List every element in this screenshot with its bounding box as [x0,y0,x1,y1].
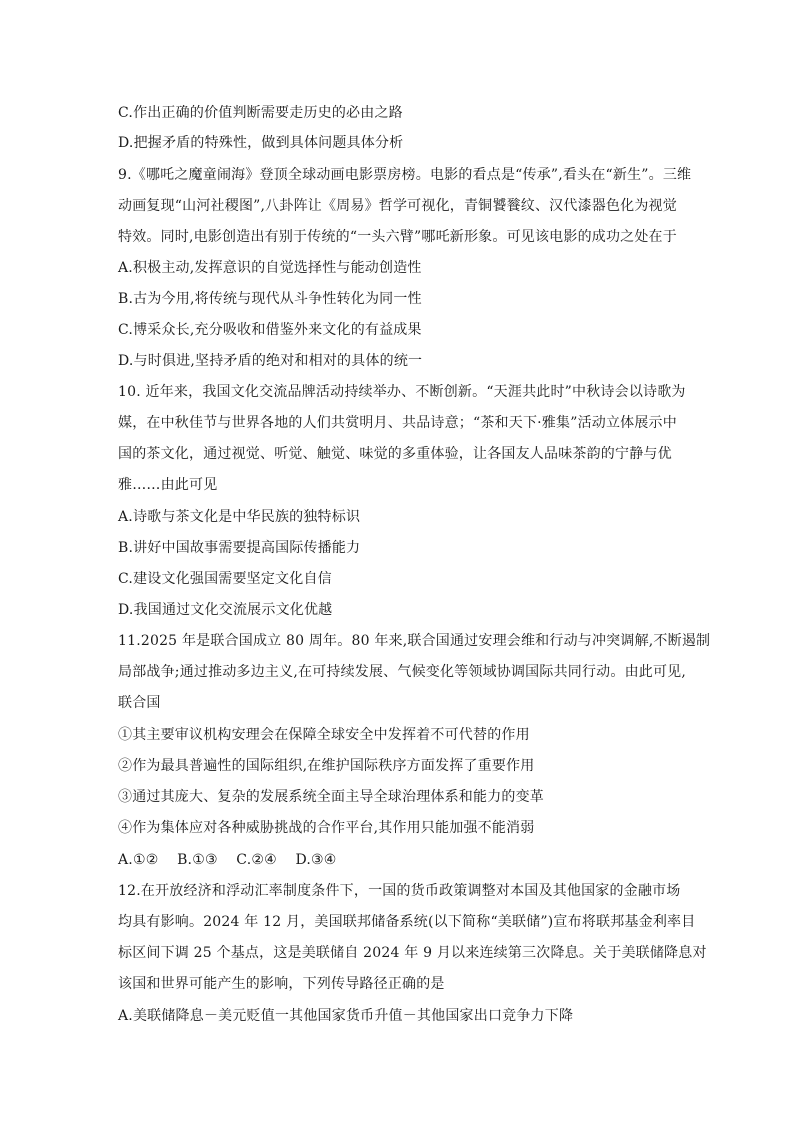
q11-choices: A.①② B.①③ C.②④ D.③④ [118,852,337,868]
q8-option-d: D.把握矛盾的特殊性，做到具体问题具体分析 [118,135,404,151]
q10-option-c: C.建设文化强国需要坚定文化自信 [118,571,332,587]
q9-option-b: B.古为今用,将传统与现代从斗争性转化为同一性 [118,291,422,307]
q10-stem-line-3: 国的茶文化，通过视觉、听觉、触觉、味觉的多重体验，让各国友人品味茶韵的宁静与优 [118,446,672,462]
q10-stem-line-4: 雅……由此可见 [118,477,218,493]
q11-statement-4: ④作为集体应对各种威胁挑战的合作平台,其作用只能加强不能消弱 [118,820,535,836]
q11-statement-2: ②作为最具普遍性的国际组织,在维护国际秩序方面发挥了重要作用 [118,758,535,774]
q9-stem-line-1: 9.《哪吒之魔童闹海》登顶全球动画电影票房榜。电影的看点是“传承”,看头在“新生”。三维 [118,167,692,183]
q9-option-c: C.博采众长,充分吸收和借鉴外来文化的有益成果 [118,322,422,338]
q10-option-d: D.我国通过文化交流展示文化优越 [118,602,333,618]
q10-stem-line-1: 10. 近年来，我国文化交流品牌活动持续举办、不断创新。“天涯共此时”中秋诗会以诗歌为 [118,384,686,400]
q9-stem-line-3: 特效。同时,电影创造出有别于传统的“一头六臂”哪吒新形象。可见该电影的成功之处在于 [118,229,677,245]
q10-stem-line-2: 媒，在中秋佳节与世界各地的人们共赏明月、共品诗意；“茶和天下·雅集”活动立体展示中 [118,415,677,431]
q8-option-c: C.作出正确的价值判断需要走历史的必由之路 [118,105,403,121]
q11-stem-line-2: 局部战争;通过推动多边主义,在可持续发展、气候变化等领域协调国际共同行动。由此可见, [118,664,687,680]
q11-stem-line-3: 联合国 [118,695,161,711]
q12-stem-line-1: 12.在开放经济和浮动汇率制度条件下，一国的货币政策调整对本国及其他国家的金融市场 [118,883,681,899]
q9-option-a: A.积极主动,发挥意识的自觉选择性与能动创造性 [118,260,422,276]
q10-option-a: A.诗歌与茶文化是中华民族的独特标识 [118,509,361,525]
q11-statement-3: ③通过其庞大、复杂的发展系统全面主导全球治理体系和能力的变革 [118,789,544,805]
q12-stem-line-3: 标区间下调 25 个基点，这是美联储自 2024 年 9 月以来连续第三次降息。关于美联储降息对 [118,945,707,961]
q10-option-b: B.讲好中国故事需要提高国际传播能力 [118,540,361,556]
q9-stem-line-2: 动画复现“山河社稷图”,八卦阵让《周易》哲学可视化，青铜饕餮纹、汉代漆器色化为视觉 [118,198,677,214]
q9-option-d: D.与时俱进,坚持矛盾的绝对和相对的具体的统一 [118,353,423,369]
q11-stem-line-1: 11.2025 年是联合国成立 80 周年。80 年来,联合国通过安理会维和行动与冲突调解,不断遏制 [118,633,711,649]
q11-statement-1: ①其主要审议机构安理会在保障全球安全中发挥着不可代替的作用 [118,727,530,743]
q12-stem-line-2: 均具有影响。2024 年 12 月，美国联邦储备系统(以下简称“美联储”)宣布将联邦基金利率目 [118,914,696,930]
q12-option-a: A.美联储降息－美元贬值一其他国家货币升值－其他国家出口竞争力下降 [118,1008,574,1024]
q12-stem-line-4: 该国和世界可能产生的影响，下列传导路径正确的是 [118,976,445,992]
